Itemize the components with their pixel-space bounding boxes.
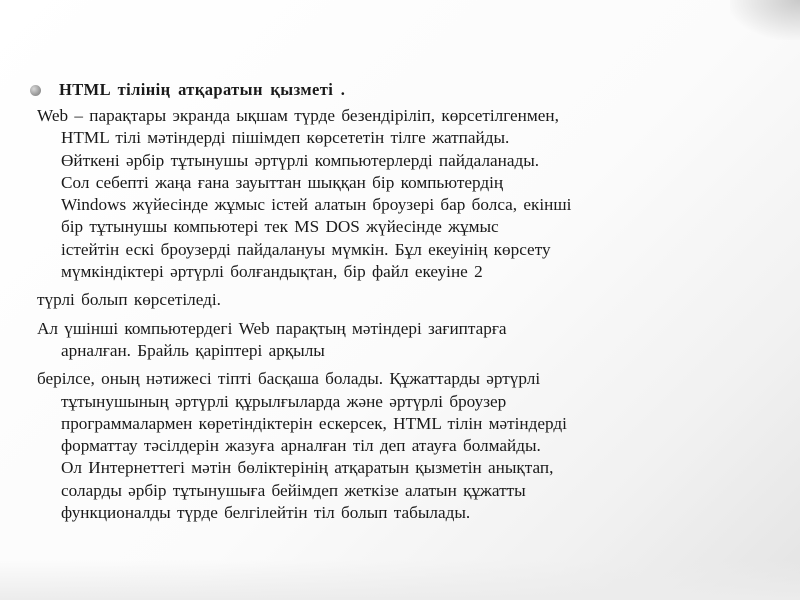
- text-line: түрлі болып көрсетіледі.: [37, 290, 221, 310]
- paragraph: [37, 289, 749, 311]
- slide-heading: HTML тілінің атқаратын қызметі .: [59, 80, 346, 99]
- text-line: тұтынушының әртүрлі құрылғыларда және әртүрлі броузер: [61, 391, 507, 411]
- paragraph: [37, 105, 749, 283]
- text-line: берілсе, оның нәтижесі тіпті басқаша болады. Құжаттарды әртүрлі: [37, 369, 541, 389]
- text-line: бір тұтынушы компьютері тек MS DOS жүйесінде жұмыс: [61, 217, 499, 237]
- text-line: Windows жүйесінде жұмыс істей алатын броузері бар болса, екінші: [61, 195, 572, 215]
- text-line: Өйткені әрбір тұтынушы әртүрлі компьютерлерді пайдаланады.: [61, 150, 540, 170]
- text-line: Сол себепті жаңа ғана зауыттан шыққан бір компьютердің: [61, 172, 504, 192]
- text-line: Ал үшінші компьютердегі Web парақтың мәтіндері зағиптарға: [37, 318, 507, 338]
- text-line: форматтау тәсілдерін жазуға арналған тіл деп атауға болмайды.: [61, 436, 541, 456]
- text-line: Ол Интернеттегі мәтін бөліктерінің атқаратын қызметін анықтап,: [61, 458, 554, 478]
- text-line: арналған. Брайль қаріптері арқылы: [61, 340, 325, 360]
- text-line: программалармен көретіндіктерін ескерсек, HTML тілін мәтіндерді: [61, 413, 567, 433]
- bullet-icon: [30, 85, 41, 96]
- body-text: [37, 105, 749, 530]
- paragraph: [37, 318, 749, 363]
- heading-row: [30, 77, 345, 103]
- paragraph: [37, 368, 749, 524]
- text-line: HTML тілі мәтіндерді пішімдеп көрсететін тілге жатпайды.: [61, 128, 510, 148]
- text-line: мүмкіндіктері әртүрлі болғандықтан, бір файл екеуіне 2: [61, 262, 483, 282]
- text-line: функционалды түрде белгілейтін тіл болып табылады.: [61, 503, 471, 523]
- text-line: Web – парақтары экранда ықшам түрде безендіріліп, көрсетілгенмен,: [37, 106, 559, 125]
- corner-decoration: [730, 0, 800, 40]
- text-line: соларды әрбір тұтынушыға бейімдеп жеткізе алатын құжатты: [61, 480, 526, 500]
- bottom-shade: [0, 560, 800, 600]
- text-line: істейтін ескі броузерді пайдалануы мүмкін. Бұл екеуінің көрсету: [61, 239, 551, 259]
